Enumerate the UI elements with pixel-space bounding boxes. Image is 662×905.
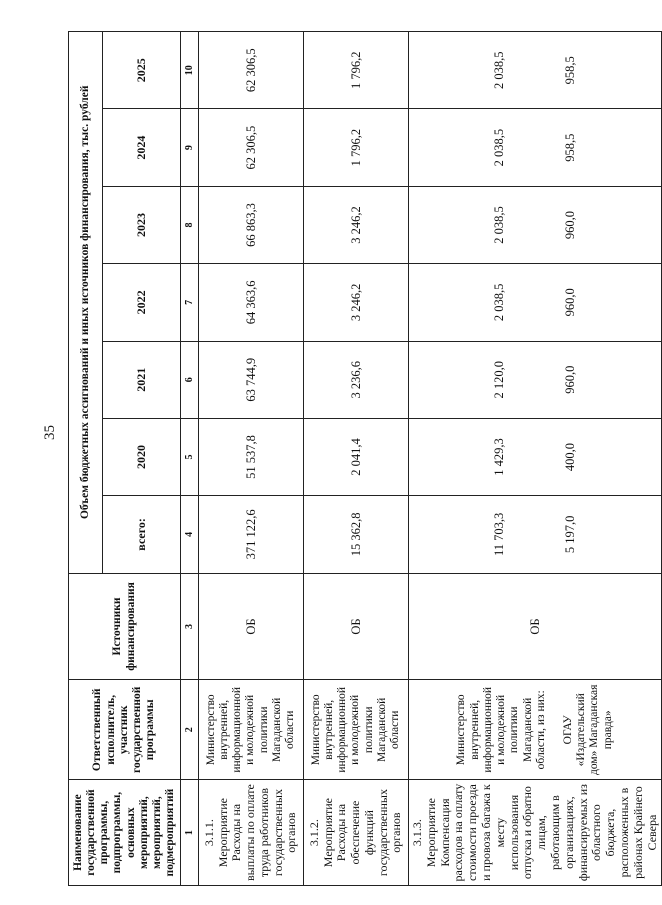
sub-executor: ОГАУ «Издательский дом» Магаданская правда» bbox=[562, 684, 614, 776]
sub-value-2023: 960,0 bbox=[563, 210, 578, 240]
value-2024: 1 796,2 bbox=[304, 109, 409, 186]
value-2022: 2 038,5 bbox=[492, 283, 507, 322]
value-2022-cell bbox=[409, 264, 662, 341]
header-year: 2021 bbox=[103, 341, 181, 418]
column-number-row bbox=[181, 32, 199, 886]
column-number: 8 bbox=[181, 186, 199, 263]
sub-value-2022: 960,0 bbox=[563, 288, 578, 317]
sub-value-2025: 958,5 bbox=[563, 56, 578, 85]
value-2020: 51 537,8 bbox=[199, 418, 304, 495]
value-2024: 2 038,5 bbox=[492, 128, 507, 167]
header-year: 2023 bbox=[103, 186, 181, 263]
column-number: 3 bbox=[181, 573, 199, 680]
header-year: 2024 bbox=[103, 109, 181, 186]
column-number: 4 bbox=[181, 496, 199, 573]
value-2020: 2 041,4 bbox=[304, 418, 409, 495]
executor-with-sub bbox=[409, 680, 662, 780]
header-name: Наименование государственной программы, подпрограммы, основных мероприятий, мероприятий, подмероприятий bbox=[69, 780, 181, 886]
column-number: 9 bbox=[181, 109, 199, 186]
value-2025: 62 306,5 bbox=[199, 32, 304, 110]
column-number: 1 bbox=[181, 780, 199, 886]
header-row-1 bbox=[69, 32, 103, 886]
value-2020-cell bbox=[409, 418, 662, 495]
table-row bbox=[409, 32, 662, 886]
page-number: 35 bbox=[42, 425, 58, 440]
activity-name: 3.1.1. Мероприятие Расходы на выплаты по оплате труда работников государственных органов bbox=[199, 780, 304, 886]
header-year: 2025 bbox=[103, 32, 181, 110]
total-value: 11 703,3 bbox=[492, 512, 507, 557]
column-number: 6 bbox=[181, 341, 199, 418]
value-2023: 3 246,2 bbox=[304, 186, 409, 263]
table-row bbox=[199, 32, 304, 886]
total-value: 371 122,6 bbox=[199, 496, 304, 573]
total-value-cell bbox=[409, 496, 662, 573]
header-year: 2020 bbox=[103, 418, 181, 495]
funding-source: ОБ bbox=[304, 573, 409, 680]
sub-value-2021: 960,0 bbox=[563, 365, 578, 394]
header-source: Источники финансирования bbox=[69, 573, 181, 680]
value-2021: 2 120,0 bbox=[492, 360, 507, 399]
table-row bbox=[304, 32, 409, 886]
column-number: 10 bbox=[181, 32, 199, 110]
column-number: 2 bbox=[181, 680, 199, 780]
header-year: 2022 bbox=[103, 264, 181, 341]
sub-value-2024: 958,5 bbox=[563, 133, 578, 162]
value-2025: 1 796,2 bbox=[304, 32, 409, 110]
rotated-table-wrapper bbox=[68, 31, 659, 886]
header-executor: Ответственный исполнитель, участник государственной программы bbox=[69, 680, 181, 780]
activity-name: 3.1.2. Мероприятие Расходы на обеспечение функций государственных органов bbox=[304, 780, 409, 886]
value-2021-cell bbox=[409, 341, 662, 418]
funding-source: ОБ bbox=[199, 573, 304, 680]
value-2024: 62 306,5 bbox=[199, 109, 304, 186]
executor: Министерство внутренней, информационной и молодежной политики Магаданской области bbox=[199, 680, 304, 780]
column-number: 7 bbox=[181, 264, 199, 341]
value-2023-cell bbox=[409, 186, 662, 263]
value-2023: 2 038,5 bbox=[492, 206, 507, 244]
value-2022: 3 246,2 bbox=[304, 264, 409, 341]
column-number: 5 bbox=[181, 418, 199, 495]
activity-name: 3.1.3. Мероприятие Компенсация расходов на оплату стоимости проезда и провоза багажа к месту использования отпуска и обратно лицам, работающим в организациях, финансируемых из областного бюджета, расположенных в районах Крайнего Севера bbox=[409, 780, 662, 886]
funding-table bbox=[68, 31, 662, 886]
value-2021: 3 236,6 bbox=[304, 341, 409, 418]
total-value: 15 362,8 bbox=[304, 496, 409, 573]
value-2025: 2 038,5 bbox=[492, 51, 507, 89]
value-2023: 66 863,3 bbox=[199, 186, 304, 263]
executor: Министерство внутренней, информационной и молодежной политики Магаданской области, из них: bbox=[455, 686, 547, 773]
value-2024-cell bbox=[409, 109, 662, 186]
funding-source: ОБ bbox=[409, 573, 662, 680]
value-2022: 64 363,6 bbox=[199, 264, 304, 341]
value-2025-cell bbox=[409, 32, 662, 110]
executor: Министерство внутренней, информационной и молодежной политики Магаданской области bbox=[304, 680, 409, 780]
value-2020: 1 429,3 bbox=[492, 438, 507, 476]
header-total: всего: bbox=[103, 496, 181, 573]
value-2021: 63 744,9 bbox=[199, 341, 304, 418]
header-funding: Объем бюджетных ассигнований и иных источников финансирования, тыс. рублей bbox=[69, 32, 103, 574]
sub-value-2020: 400,0 bbox=[563, 442, 578, 472]
sub-total-value: 5 197,0 bbox=[563, 515, 578, 554]
